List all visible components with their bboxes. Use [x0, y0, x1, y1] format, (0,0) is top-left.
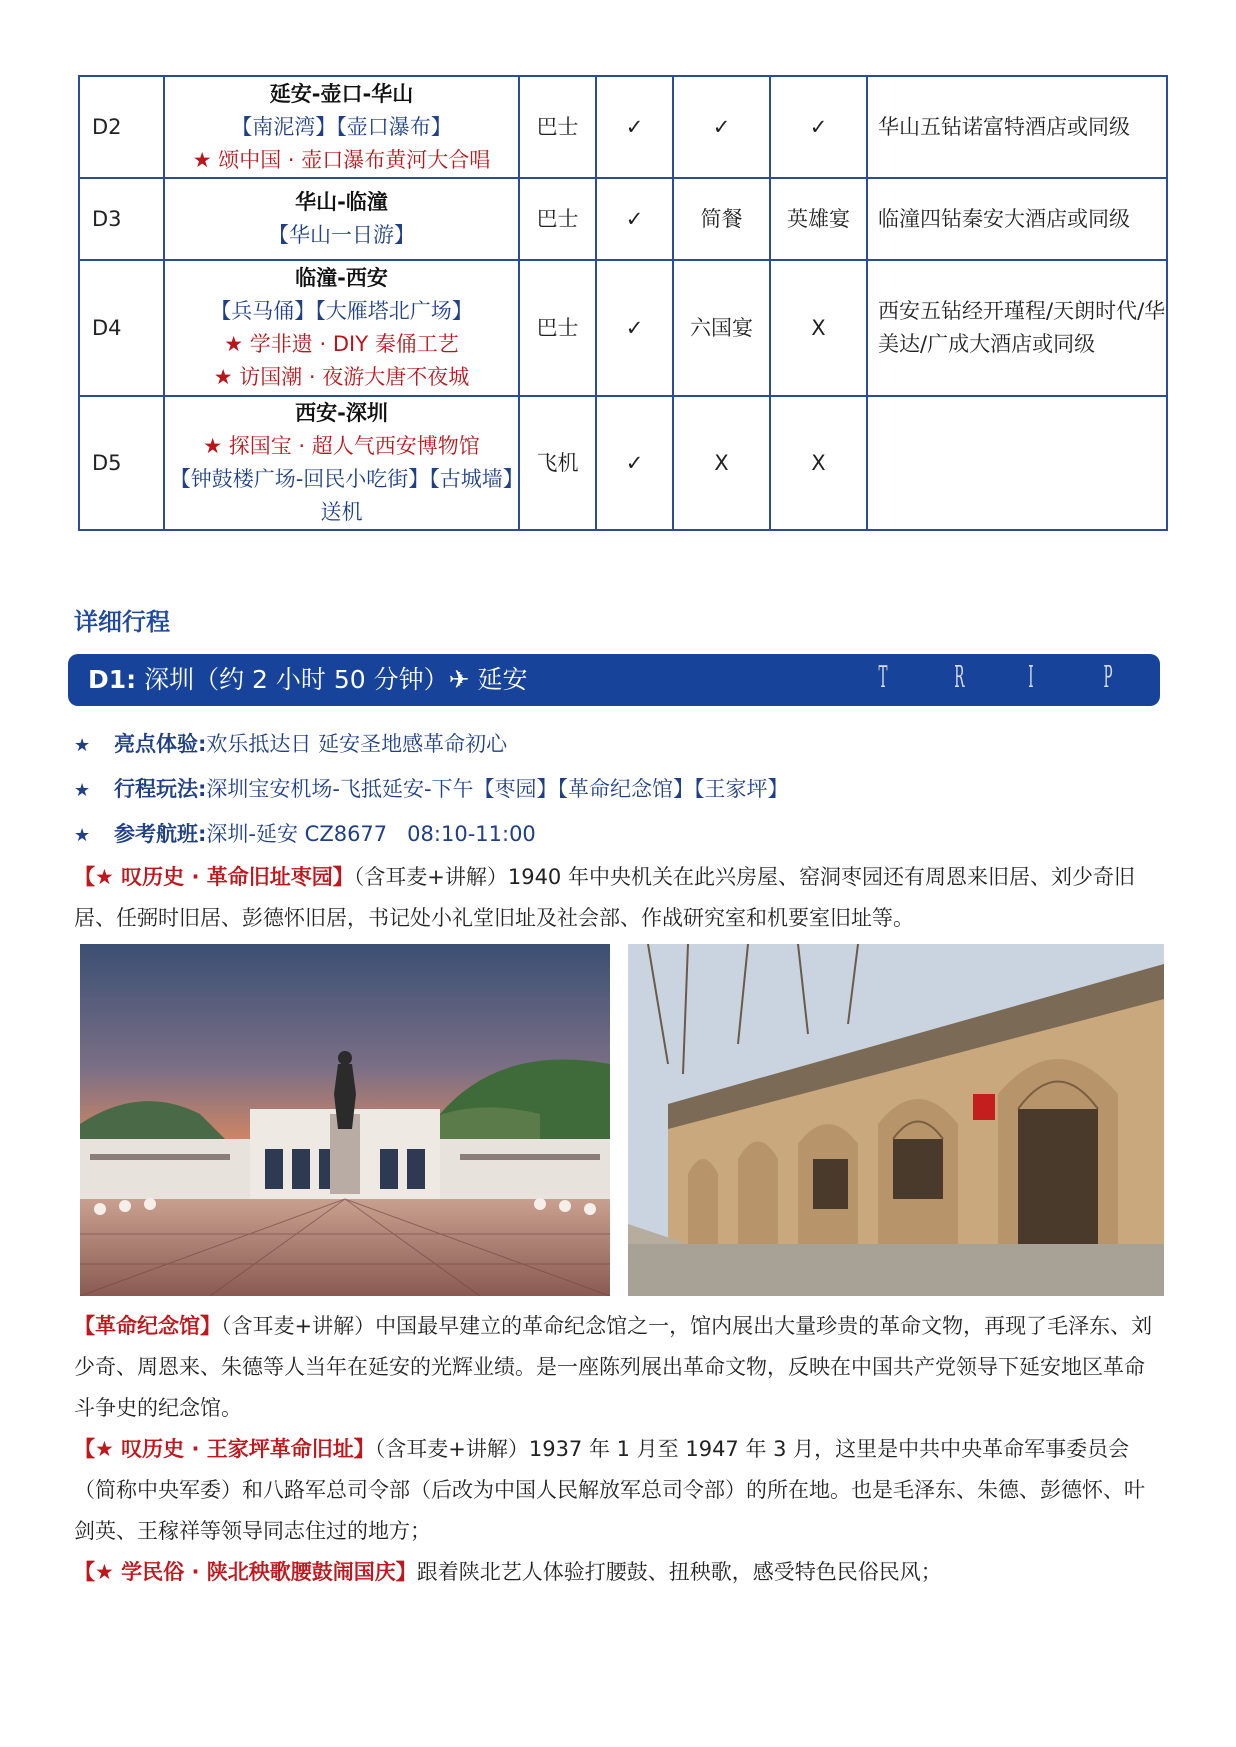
- trip-letter: P: [1103, 660, 1113, 695]
- hotel-cell: [867, 396, 1167, 530]
- line-label: 参考航班:: [114, 822, 207, 846]
- day-cell: D3: [79, 178, 164, 260]
- route-title: 延安-壶口-华山: [269, 81, 414, 106]
- route-cell: [164, 260, 519, 396]
- paragraph-title: 【★ 学民俗 · 陕北秧歌腰鼓闹国庆】: [74, 1560, 417, 1584]
- spots-line: 【华山一日游】: [268, 223, 415, 247]
- lunch-cell: 简餐: [673, 178, 770, 260]
- hotel-cell: 临潼四钻秦安大酒店或同级: [867, 178, 1167, 260]
- dinner-cell: X: [770, 396, 867, 530]
- trip-letter: R: [954, 660, 965, 695]
- route-title: 西安-深圳: [295, 401, 388, 425]
- paragraph-wangjiaping: [74, 1429, 1164, 1552]
- lunch-cell: 六国宴: [673, 260, 770, 396]
- highlight-line: ★ 学非遗 · DIY 秦俑工艺: [224, 332, 459, 356]
- route-title: 华山-临潼: [295, 190, 388, 214]
- paragraph-title: 【★ 叹历史 · 革命旧址枣园】: [74, 865, 354, 889]
- breakfast-cell: ✓: [596, 178, 673, 260]
- spots-line: 【兵马俑】【大雁塔北广场】: [210, 299, 473, 323]
- day-cell: D5: [79, 396, 164, 530]
- transport-cell: 巴士: [519, 76, 596, 178]
- paragraph-zaoyuan: [74, 857, 1164, 939]
- paragraph-text: （含耳麦+讲解）中国最早建立的革命纪念馆之一，馆内展出大量珍贵的革命文物，再现了毛泽东、刘少奇、周恩来、朱德等人当年在延安的光辉业绩。是一座陈列展出革命文物，反映在中国共产党领导下延安地区革命斗争史的纪念馆。: [74, 1314, 1153, 1420]
- line-text: 深圳-延安 CZ8677 08:10-11:00: [206, 822, 536, 846]
- highlight-line: ★ 颂中国 · 壶口瀑布黄河大合唱: [192, 147, 491, 172]
- line-label: 亮点体验:: [114, 732, 207, 756]
- table-row: [79, 396, 1167, 530]
- spots-line: 【钟鼓楼广场-回民小吃街】【古城墙】送机: [169, 467, 514, 524]
- line-label: 行程玩法:: [114, 777, 207, 801]
- route-cell: [164, 76, 519, 178]
- route-cell: [164, 396, 519, 530]
- paragraph-title: 【★ 叹历史 · 王家坪革命旧址】: [74, 1437, 375, 1461]
- dinner-cell: ✓: [770, 76, 867, 178]
- line-text: 深圳宝安机场-飞抵延安-下午【枣园】【革命纪念馆】【王家坪】: [206, 777, 789, 801]
- table-row: [79, 76, 1167, 178]
- banner-day-label: D1:: [88, 665, 137, 694]
- highlight-line: ★ 访国潮 · 夜游大唐不夜城: [213, 365, 470, 389]
- paragraph-text: 跟着陕北艺人体验打腰鼓、扭秧歌，感受特色民俗民风；: [416, 1560, 942, 1584]
- day-cell: D4: [79, 260, 164, 396]
- star-icon: ★: [74, 825, 91, 846]
- photo-cave-dwelling: [628, 944, 1164, 1296]
- day-cell: D2: [79, 76, 164, 178]
- lunch-cell: X: [673, 396, 770, 530]
- dinner-cell: X: [770, 260, 867, 396]
- highlight-line: [74, 729, 507, 761]
- itinerary-table: [78, 75, 1168, 531]
- banner-route: 深圳（约 2 小时 50 分钟）✈ 延安: [144, 665, 528, 694]
- line-text: 欢乐抵达日 延安圣地感革命初心: [206, 732, 508, 756]
- star-icon: ★: [74, 780, 91, 801]
- highlight-line: [74, 774, 789, 806]
- paragraph-yangge: [74, 1552, 1164, 1593]
- transport-cell: 巴士: [519, 178, 596, 260]
- trip-letter: I: [1028, 660, 1034, 695]
- paragraph-memorial-hall: [74, 1306, 1164, 1429]
- paragraph-title: 【革命纪念馆】: [74, 1314, 221, 1338]
- dinner-cell: 英雄宴: [770, 178, 867, 260]
- section-title: 详细行程: [74, 608, 170, 636]
- transport-cell: 飞机: [519, 396, 596, 530]
- breakfast-cell: ✓: [596, 396, 673, 530]
- lunch-cell: ✓: [673, 76, 770, 178]
- breakfast-cell: ✓: [596, 260, 673, 396]
- transport-cell: 巴士: [519, 260, 596, 396]
- highlight-line: [74, 819, 536, 851]
- route-cell: [164, 178, 519, 260]
- hotel-cell: 华山五钻诺富特酒店或同级: [867, 76, 1167, 178]
- paragraph-text: （含耳麦+讲解）1937 年 1 月至 1947 年 3 月，这里是中共中央革命军事委员会（简称中央军委）和八路军总司令部（后改为中国人民解放军总司令部）的所在地。也是毛泽东、朱德、彭德怀、叶剑英、王稼祥等领导同志住过的地方；: [74, 1437, 1145, 1543]
- paragraph-text: （含耳麦+讲解）1940 年中央机关在此兴房屋、窑洞枣园还有周恩来旧居、刘少奇旧居、任弼时旧居、彭德怀旧居，书记处小礼堂旧址及社会部、作战研究室和机要室旧址等。: [74, 865, 1135, 930]
- hotel-cell: 西安五钻经开瑾程/天朗时代/华美达/广成大酒店或同级: [867, 260, 1167, 396]
- trip-letter: T: [878, 660, 888, 695]
- star-icon: ★: [74, 735, 91, 756]
- highlight-line: ★ 探国宝 · 超人气西安博物馆: [203, 434, 480, 458]
- spots-line: 【南泥湾】【壶口瀑布】: [231, 114, 452, 139]
- day-banner: [68, 654, 1160, 706]
- table-row: [79, 260, 1167, 396]
- photo-memorial-hall: [80, 944, 610, 1296]
- breakfast-cell: ✓: [596, 76, 673, 178]
- table-row: [79, 178, 1167, 260]
- route-title: 临潼-西安: [295, 266, 388, 290]
